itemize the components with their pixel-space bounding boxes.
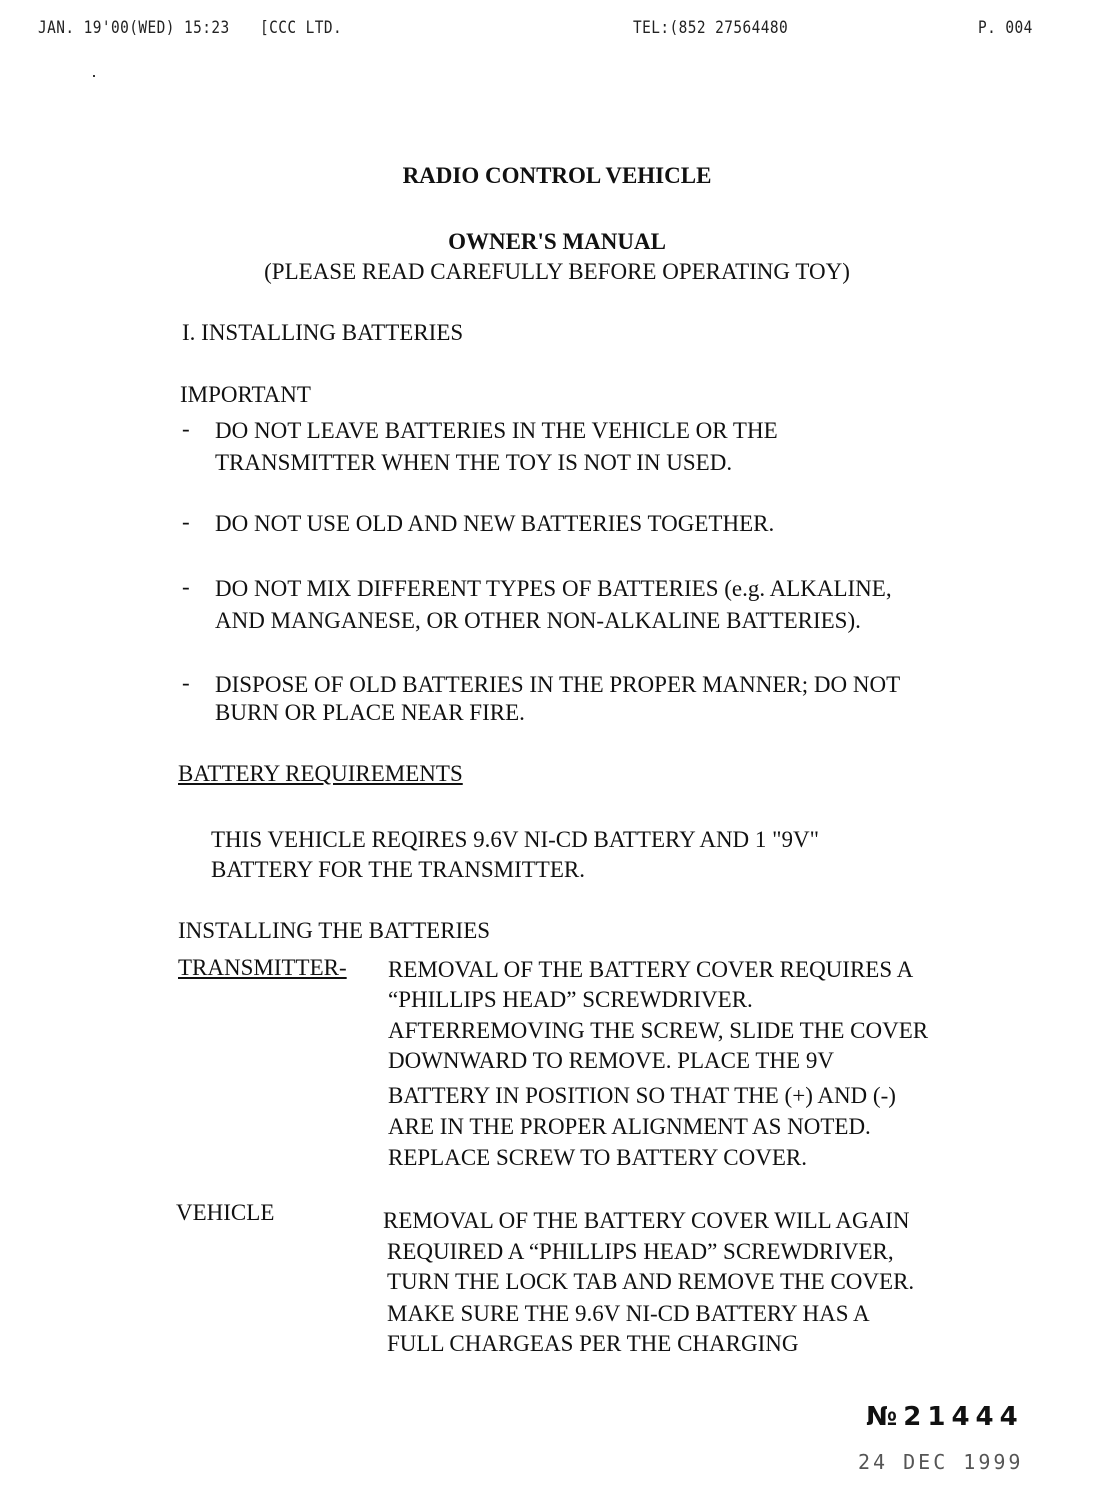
instruction-line: TURN THE LOCK TAB AND REMOVE THE COVER. [387,1269,915,1294]
document-title: RADIO CONTROL VEHICLE [402,163,712,188]
installing-heading: INSTALLING THE BATTERIES [178,918,491,943]
item-line: TRANSMITTER WHEN THE TOY IS NOT IN USED. [215,450,733,475]
fax-page-number: P. 004 [978,18,1033,38]
instruction-line: REQUIRED A “PHILLIPS HEAD” SCREWDRIVER, [387,1239,894,1264]
stamp-date: 24 DEC 1999 [858,1450,1024,1474]
subtitle-note: (PLEASE READ CAREFULLY BEFORE OPERATING TOY) [264,259,850,284]
bullet-dash: - [182,574,190,599]
requirements-line: THIS VEHICLE REQIRES 9.6V NI-CD BATTERY AND 1 "9V" [211,827,820,852]
instruction-line: DOWNWARD TO REMOVE. PLACE THE 9V [388,1048,834,1073]
instruction-line: REPLACE SCREW TO BATTERY COVER. [388,1145,807,1170]
instruction-line: BATTERY IN POSITION SO THAT THE (+) AND (-) [388,1083,896,1108]
battery-requirements-heading: BATTERY REQUIREMENTS [178,761,463,786]
item-line: DO NOT USE OLD AND NEW BATTERIES TOGETHER. [215,511,775,536]
document-subtitle: OWNER'S MANUAL [448,229,666,254]
item-line: DO NOT MIX DIFFERENT TYPES OF BATTERIES (e.g. ALKALINE, [215,576,892,601]
instruction-line: AFTERREMOVING THE SCREW, SLIDE THE COVER [388,1018,929,1043]
fax-datetime: JAN. 19'00(WED) 15:23 [38,18,230,38]
instruction-line: “PHILLIPS HEAD” SCREWDRIVER. [388,987,753,1012]
fax-telephone: TEL:(852 27564480 [633,18,789,38]
scan-speck [93,75,95,77]
instruction-line: FULL CHARGEAS PER THE CHARGING [387,1331,799,1356]
item-line: BURN OR PLACE NEAR FIRE. [215,700,525,725]
item-line: DISPOSE OF OLD BATTERIES IN THE PROPER MANNER; DO NOT [215,672,901,697]
stamp-number: №21444 [866,1402,1024,1432]
requirements-line: BATTERY FOR THE TRANSMITTER. [211,857,585,882]
vehicle-label: VEHICLE [176,1200,275,1225]
instruction-line: ARE IN THE PROPER ALIGNMENT AS NOTED. [388,1114,871,1139]
bullet-dash: - [182,416,190,441]
fax-sender: [CCC LTD. [260,18,343,38]
instruction-line: REMOVAL OF THE BATTERY COVER WILL AGAIN [383,1208,910,1233]
section-heading: I. INSTALLING BATTERIES [182,320,464,345]
item-line: DO NOT LEAVE BATTERIES IN THE VEHICLE OR THE [215,418,778,443]
important-label: IMPORTANT [180,382,311,407]
item-line: AND MANGANESE, OR OTHER NON-ALKALINE BATTERIES). [215,608,861,633]
instruction-line: MAKE SURE THE 9.6V NI-CD BATTERY HAS A [387,1301,870,1326]
instruction-line: REMOVAL OF THE BATTERY COVER REQUIRES A [388,957,914,982]
bullet-dash: - [182,509,190,534]
transmitter-label: TRANSMITTER- [178,955,347,980]
bullet-dash: - [182,670,190,695]
